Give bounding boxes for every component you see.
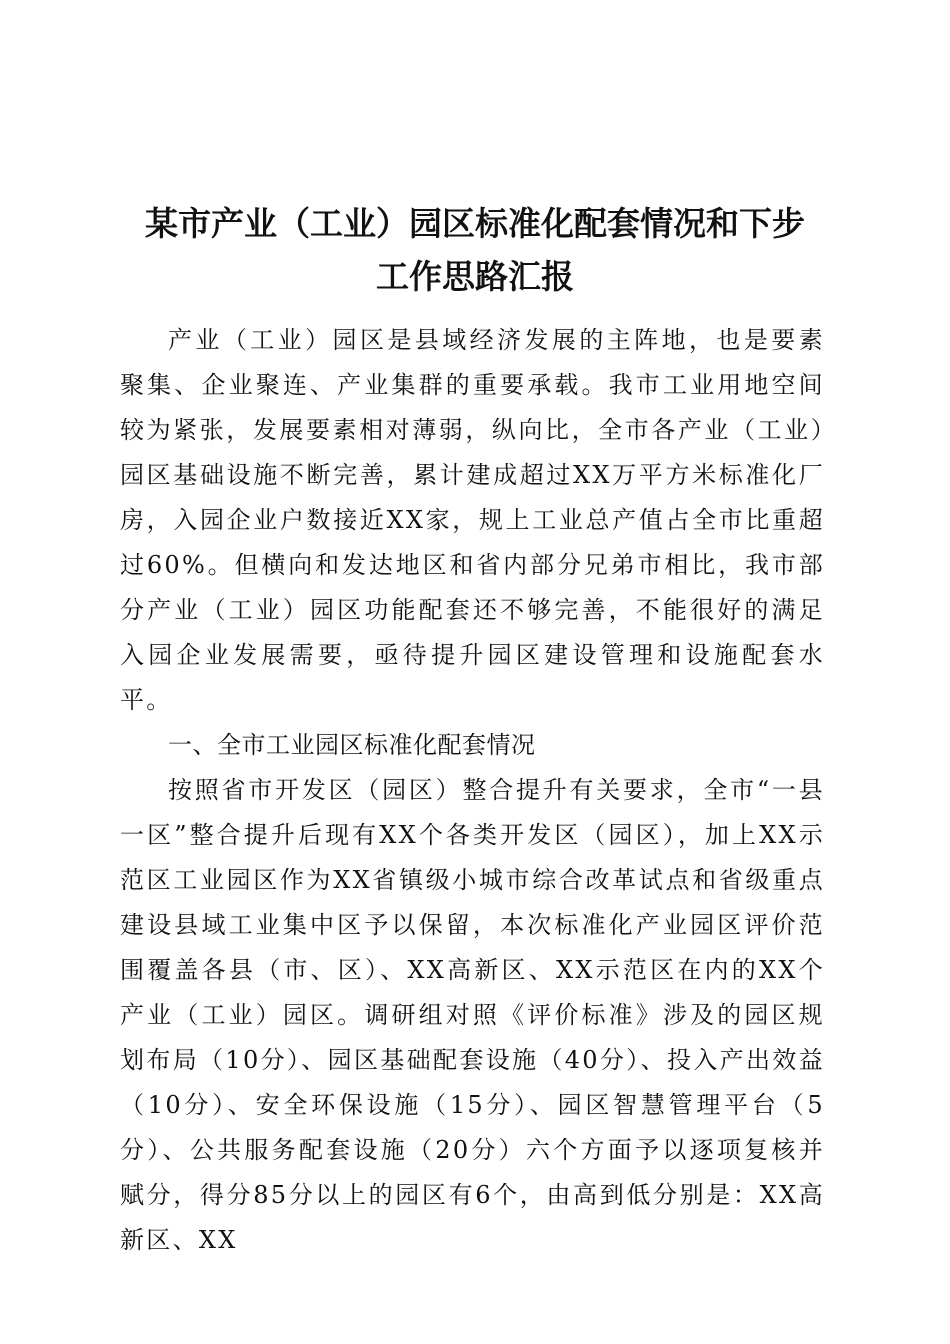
section-heading: 一、全市工业园区标准化配套情况 xyxy=(168,731,536,759)
title-line-1: 某市产业（工业）园区标准化配套情况和下步 xyxy=(145,204,805,244)
title-line-2: 工作思路汇报 xyxy=(376,257,574,297)
document-body xyxy=(120,318,825,1263)
intro-paragraph: 产业（工业）园区是县域经济发展的主阵地，也是要素聚集、企业聚连、产业集群的重要承载。我市工业用地空间较为紧张，发展要素相对薄弱，纵向比，全市各产业（工业）园区基础设施不断完善，累计建成超过XX万平方米标准化厂房，入园企业户数接近XX家，规上工业总产值占全市比重超过60%。但横向和发达地区和省内部分兄弟市相比，我市部分产业（工业）园区功能配套还不够完善，不能很好的满足入园企业发展需要，亟待提升园区建设管理和设施配套水平。 xyxy=(120,326,825,714)
section-paragraph: 按照省市开发区（园区）整合提升有关要求，全市“一县一区”整合提升后现有XX个各类开发区（园区），加上XX示范区工业园区作为XX省镇级小城市综合改革试点和省级重点建设县域工业集中区予以保留，本次标准化产业园区评价范围覆盖各县（市、区）、XX高新区、XX示范区在内的XX个产业（工业）园区。调研组对照《评价标准》涉及的园区规划布局（10分）、园区基础配套设施（40分）、投入产出效益（10分）、安全环保设施（15分）、园区智慧管理平台（5分）、公共服务配套设施（20分）六个方面予以逐项复核并赋分，得分85分以上的园区有6个，由高到低分别是：XX高新区、XX xyxy=(120,776,825,1254)
document-title xyxy=(110,197,840,303)
